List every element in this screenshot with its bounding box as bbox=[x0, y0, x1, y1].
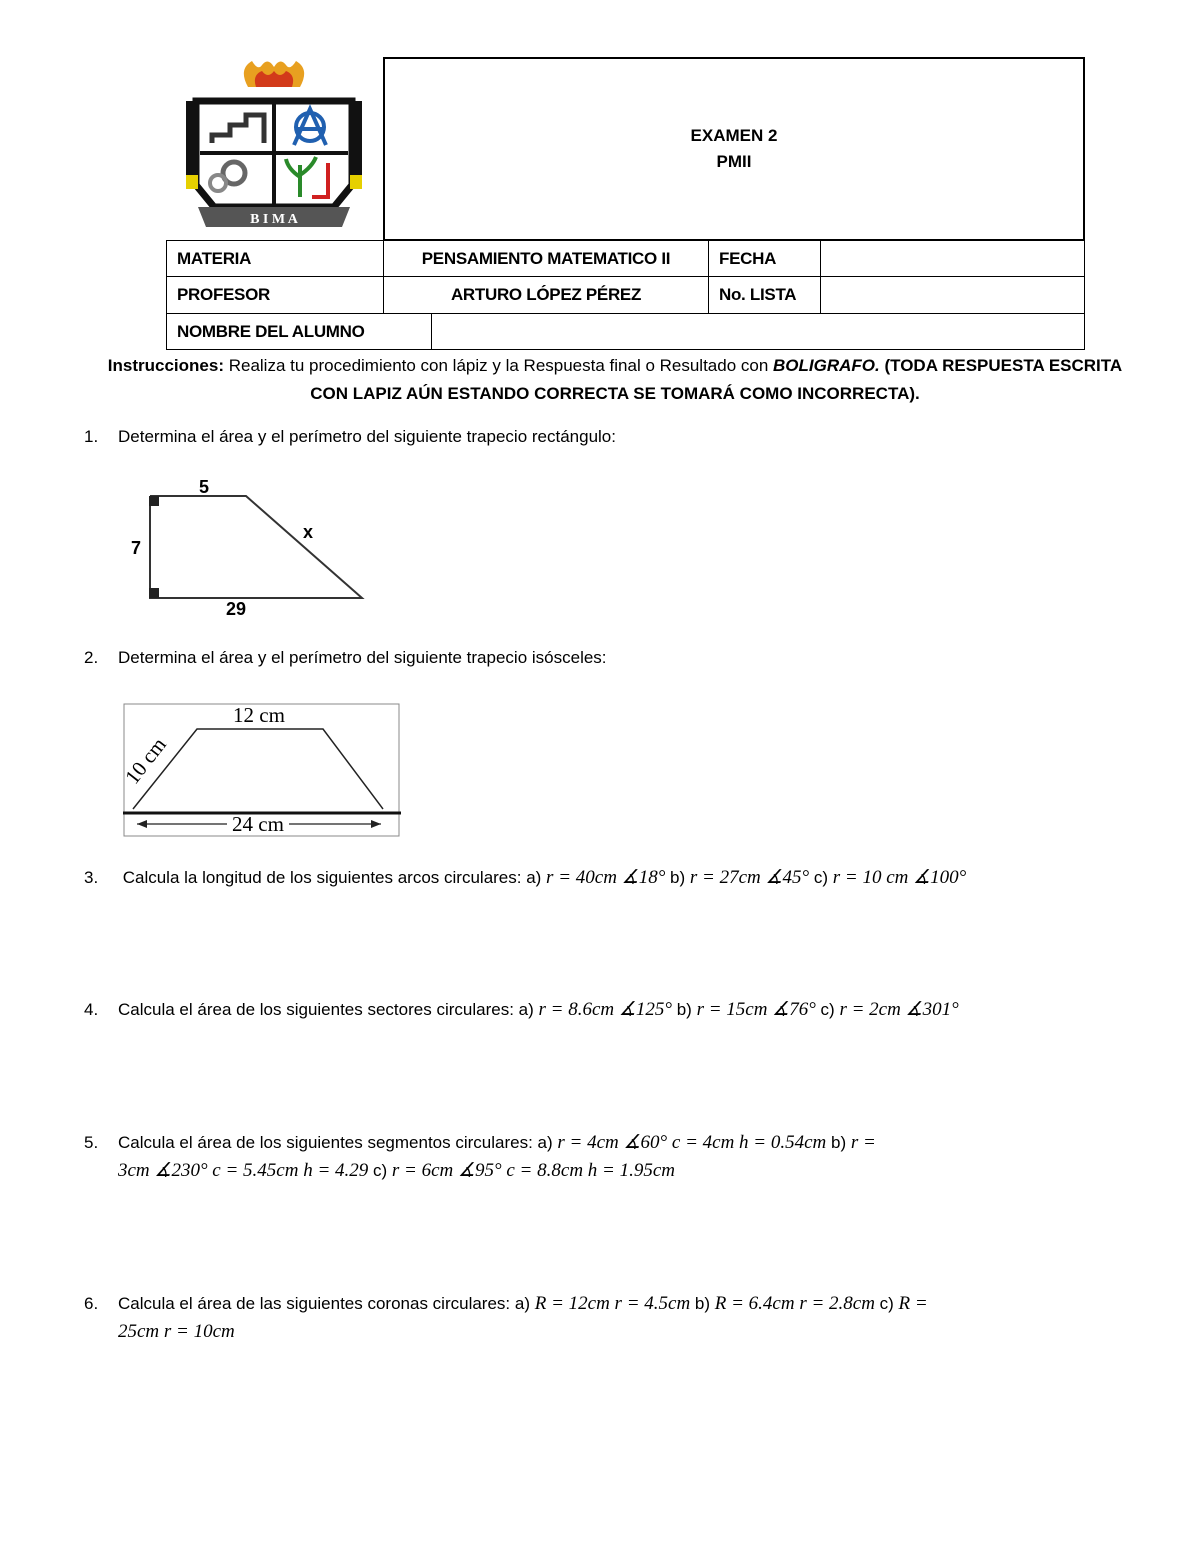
question-text: Determina el área y el perímetro del siguiente trapecio isósceles: bbox=[118, 648, 607, 667]
instructions-text-1: Realiza tu procedimiento con lápiz y la Respuesta final o Resultado con bbox=[224, 356, 774, 375]
question-number: 5. bbox=[84, 1133, 99, 1152]
question-number: 2. bbox=[84, 648, 99, 667]
question-text: Determina el área y el perímetro del siguiente trapecio rectángulo: bbox=[118, 427, 616, 446]
lista-label: No. LISTA bbox=[708, 276, 821, 314]
bima-crest-icon bbox=[178, 57, 370, 237]
question-text: Calcula el área de los siguientes sectores circulares: a) bbox=[118, 1000, 539, 1019]
sep-b: b) bbox=[690, 1294, 715, 1313]
math-a: r = 40cm ∡18° bbox=[546, 867, 666, 888]
exam-title: EXAMEN 2 bbox=[690, 126, 778, 145]
math-a: R = 12cm r = 4.5cm bbox=[534, 1293, 691, 1314]
alumno-label: NOMBRE DEL ALUMNO bbox=[166, 313, 432, 350]
math-b-end: 3cm ∡230° c = 5.45cm h = 4.29 bbox=[118, 1160, 369, 1181]
sep-b: b) bbox=[665, 868, 690, 887]
math-b: R = 6.4cm r = 2.8cm bbox=[714, 1293, 875, 1314]
question-text: Calcula la longitud de los siguientes arcos circulares: a) bbox=[118, 868, 547, 887]
fig1-top-label: 5 bbox=[198, 477, 210, 497]
math-a: r = 4cm ∡60° c = 4cm h = 0.54cm bbox=[557, 1132, 827, 1153]
sep-b: b) bbox=[672, 1000, 697, 1019]
sep-c: c) bbox=[368, 1161, 392, 1180]
sep-c: c) bbox=[874, 1294, 899, 1313]
question-4 bbox=[84, 996, 1164, 1024]
logo-text: B I M A bbox=[250, 212, 298, 227]
question-number: 3. bbox=[84, 868, 99, 887]
math-c: r = 2cm ∡301° bbox=[839, 999, 959, 1020]
question-6 bbox=[84, 1290, 1124, 1346]
fig1-slant-label: x bbox=[302, 522, 314, 542]
profesor-value: ARTURO LÓPEZ PÉREZ bbox=[383, 276, 709, 314]
fig1-bottom-label: 29 bbox=[225, 599, 247, 619]
question-text: Calcula el área de las siguientes coronas circulares: a) bbox=[118, 1294, 535, 1313]
school-logo bbox=[178, 57, 370, 237]
instructions-label: Instrucciones: bbox=[107, 356, 224, 375]
math-c-end: 25cm r = 10cm bbox=[118, 1321, 235, 1342]
math-a: r = 8.6cm ∡125° bbox=[538, 999, 672, 1020]
exam-subtitle: PMII bbox=[716, 152, 752, 171]
question-1 bbox=[84, 423, 1124, 451]
math-b: r = 27cm ∡45° bbox=[689, 867, 810, 888]
question-number: 4. bbox=[84, 1000, 99, 1019]
lista-field[interactable] bbox=[820, 276, 1085, 314]
instructions bbox=[100, 352, 1130, 408]
question-number: 6. bbox=[84, 1294, 99, 1313]
math-c: r = 6cm ∡95° c = 8.8cm h = 1.95cm bbox=[391, 1160, 676, 1181]
instructions-emphasis: BOLIGRAFO. bbox=[773, 356, 880, 375]
math-c-start: R = bbox=[898, 1293, 928, 1314]
materia-value: PENSAMIENTO MATEMATICO II bbox=[383, 240, 709, 277]
question-3 bbox=[84, 864, 1164, 892]
math-b-start: r = bbox=[850, 1132, 876, 1153]
question-5 bbox=[84, 1129, 1124, 1185]
sep-c: c) bbox=[815, 1000, 840, 1019]
fig2-left-label: 10 cm bbox=[123, 732, 171, 789]
question-number: 1. bbox=[84, 427, 99, 446]
fig2-bottom-label: 24 cm bbox=[232, 812, 284, 836]
figure-right-trapezoid bbox=[120, 474, 380, 622]
profesor-label: PROFESOR bbox=[166, 276, 384, 314]
materia-label: MATERIA bbox=[166, 240, 384, 277]
instructions-text-2: (TODA RESPUESTA ESCRITA CON LAPIZ AÚN ESTANDO CORRECTA SE TOMARÁ COMO INCORRECTA). bbox=[310, 356, 1123, 403]
fig2-top-label: 12 cm bbox=[233, 703, 285, 727]
question-text: Calcula el área de los siguientes segmentos circulares: a) bbox=[118, 1133, 558, 1152]
alumno-field[interactable] bbox=[431, 313, 1085, 350]
math-b: r = 15cm ∡76° bbox=[696, 999, 816, 1020]
sep-b: b) bbox=[826, 1133, 851, 1152]
figure-isosceles-trapezoid bbox=[123, 703, 401, 837]
fecha-field[interactable] bbox=[820, 240, 1085, 277]
question-2 bbox=[84, 644, 1124, 672]
exam-title-box bbox=[383, 57, 1085, 241]
fig1-left-label: 7 bbox=[130, 538, 142, 558]
math-c: r = 10 cm ∡100° bbox=[832, 867, 967, 888]
fecha-label: FECHA bbox=[708, 240, 821, 277]
sep-c: c) bbox=[809, 868, 833, 887]
